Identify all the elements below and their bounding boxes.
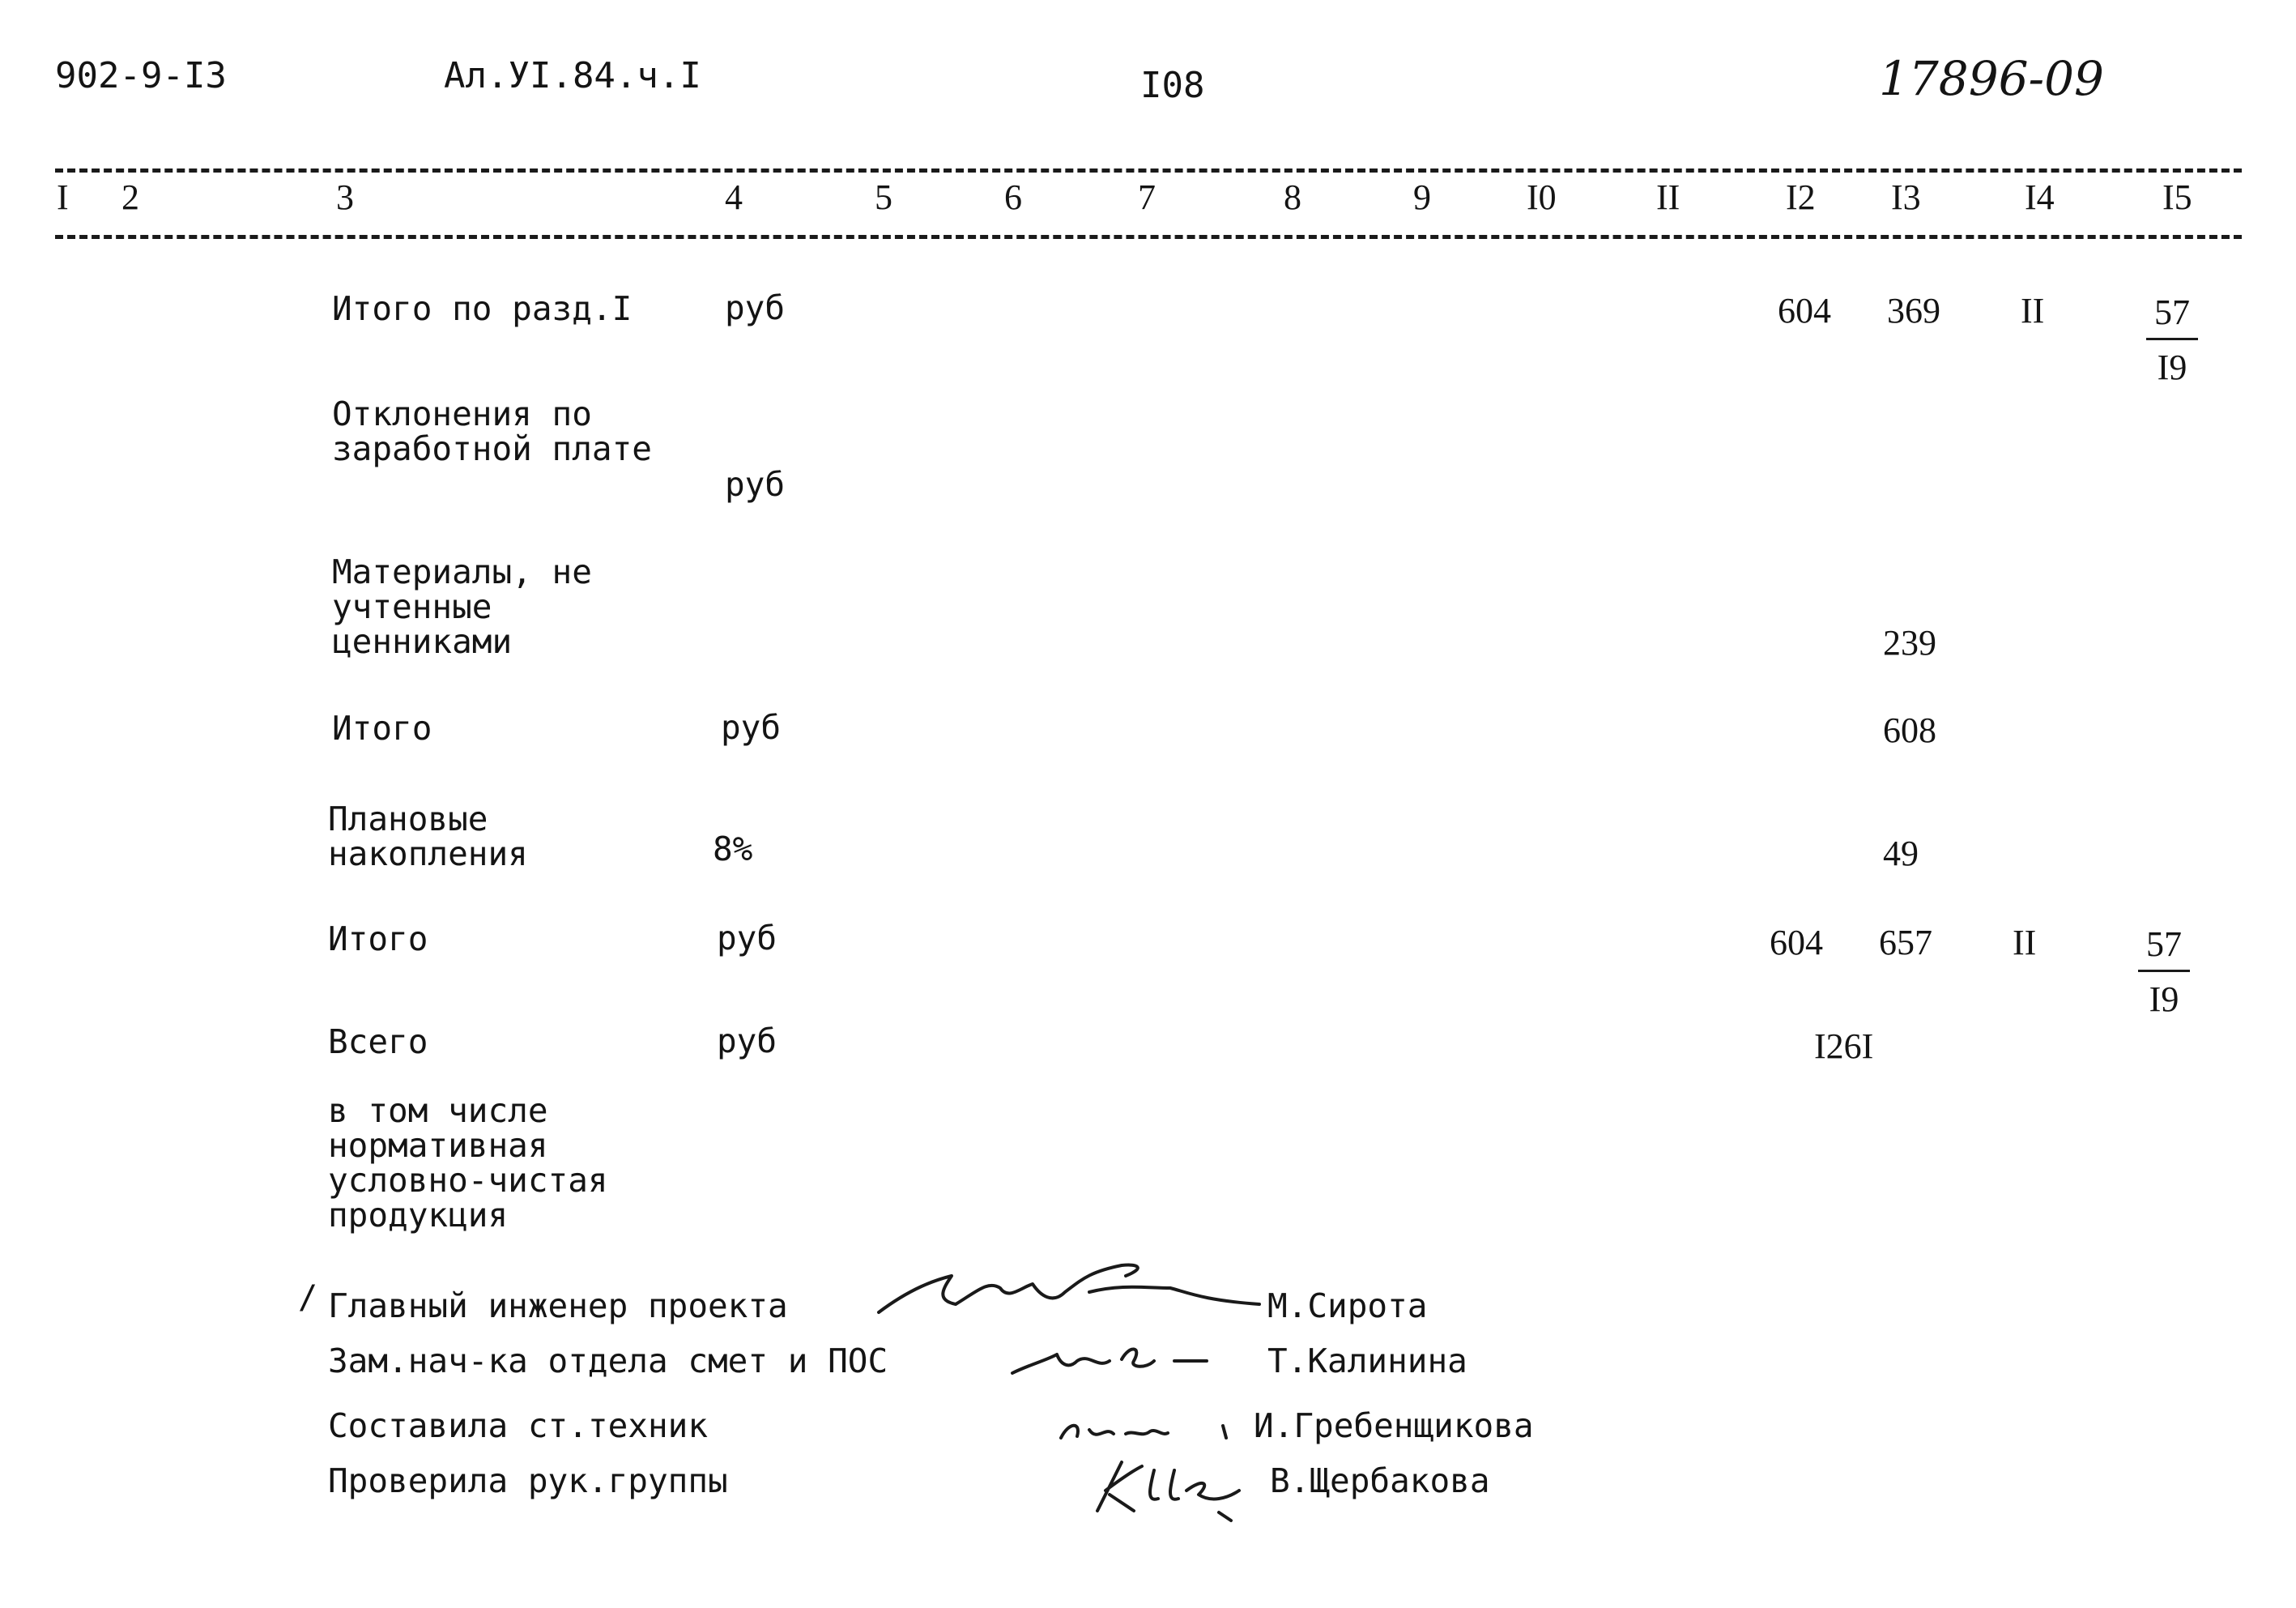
stamp-number: 17896-09 — [1879, 51, 2104, 106]
fraction-numerator: 57 — [2146, 292, 2198, 340]
row-label-grand-total: Всего — [328, 1022, 428, 1061]
total-b-col14: II — [2013, 923, 2037, 962]
grand-total-value: I26I — [1814, 1026, 1874, 1066]
total-b-col12: 604 — [1770, 923, 1823, 962]
fraction-numerator: 57 — [2138, 923, 2190, 972]
header-rule-bottom — [55, 235, 2242, 239]
row-unit-planned-savings: 8% — [713, 830, 753, 868]
row-unit-total-section: руб — [725, 288, 786, 327]
header-rule-top — [55, 168, 2242, 173]
signature-role-chief-engineer: Главный инженер проекта — [328, 1286, 788, 1325]
col-header-11: II — [1656, 177, 1680, 217]
row-label-total-b: Итого — [328, 919, 428, 958]
signature-name-compiler: И.Гребенщикова — [1254, 1406, 1534, 1445]
col-header-2: 2 — [121, 177, 139, 217]
fraction-denominator: I9 — [2157, 348, 2187, 387]
col-header-15: I5 — [2162, 177, 2192, 217]
col-header-8: 8 — [1284, 177, 1301, 217]
signature-chief-engineer — [879, 1256, 1267, 1329]
row-label-total-section: Итого по разд.I — [332, 289, 633, 328]
materials-col13: 239 — [1883, 623, 1936, 663]
planned-savings-col13: 49 — [1883, 834, 1919, 873]
col-header-5: 5 — [875, 177, 892, 217]
row-label-wage-deviation: Отклонения по заработной плате — [332, 395, 652, 468]
row-label-total-a: Итого — [332, 709, 432, 748]
col-header-13: I3 — [1891, 177, 1921, 217]
col-header-6: 6 — [1004, 177, 1022, 217]
signature-deputy-head — [1012, 1337, 1223, 1385]
total-section-col13: 369 — [1887, 291, 1940, 331]
col-header-14: I4 — [2025, 177, 2055, 217]
total-b-col15-fraction — [2138, 923, 2190, 1020]
signature-group-head — [1097, 1454, 1276, 1531]
col-header-4: 4 — [725, 177, 743, 217]
col-header-3: 3 — [336, 177, 354, 217]
total-section-col14: II — [2021, 291, 2045, 331]
signature-role-compiler: Составила ст.техник — [328, 1406, 708, 1445]
signature-name-deputy-head: Т.Калинина — [1267, 1341, 1467, 1380]
row-label-net-product: в том числе нормативная условно-чистая продукция — [328, 1091, 608, 1235]
signature-name-group-head: В.Щербакова — [1270, 1461, 1490, 1500]
signature-name-chief-engineer: М.Сирота — [1267, 1286, 1428, 1325]
album-code: Ал.УI.84.ч.I — [444, 55, 701, 96]
doc-number: 902-9-I3 — [55, 55, 227, 96]
row-unit-wage-deviation: руб — [725, 465, 786, 504]
signature-compiler — [1061, 1405, 1255, 1454]
row-unit-total-b: руб — [717, 919, 777, 958]
total-a-col13: 608 — [1883, 710, 1936, 750]
fraction-denominator: I9 — [2149, 979, 2179, 1019]
total-section-col12: 604 — [1778, 291, 1831, 331]
col-header-7: 7 — [1138, 177, 1156, 217]
col-header-12: I2 — [1786, 177, 1816, 217]
col-header-10: I0 — [1527, 177, 1557, 217]
row-label-planned-savings: Плановые накопления — [328, 800, 528, 873]
row-unit-grand-total: руб — [717, 1022, 777, 1060]
signature-role-deputy-head: Зам.нач-ка отдела смет и ПОС — [328, 1341, 888, 1380]
signature-role-group-head: Проверила рук.группы — [328, 1461, 728, 1500]
tick-mark: / — [298, 1279, 318, 1316]
col-header-1: I — [57, 177, 69, 217]
page-number: I08 — [1140, 65, 1205, 106]
row-unit-total-a: руб — [721, 708, 782, 747]
col-header-9: 9 — [1413, 177, 1431, 217]
total-b-col13: 657 — [1879, 923, 1932, 962]
total-section-col15-fraction — [2146, 292, 2198, 388]
row-label-materials: Материалы, не учтенные ценниками — [332, 552, 592, 661]
